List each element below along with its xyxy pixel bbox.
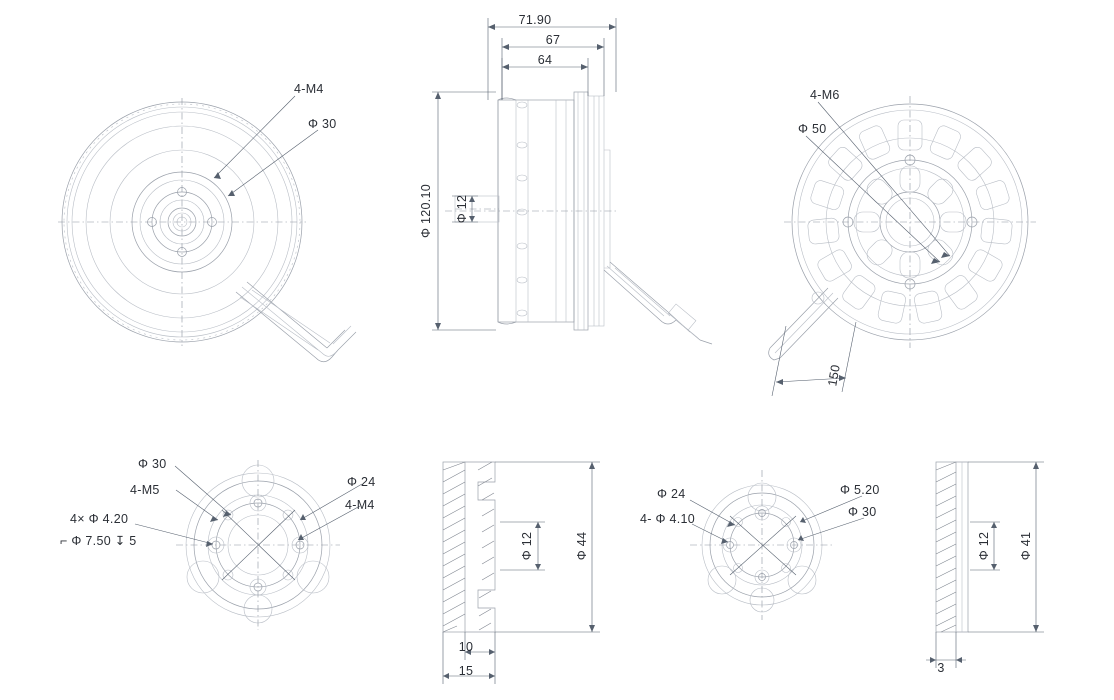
label-counterbore-plate1: ⌐ Φ 7.50 ↧ 5 (60, 534, 137, 548)
label-phi30-plate2: Φ 30 (848, 505, 877, 519)
label-thickness-15: 15 (458, 664, 474, 678)
label-outer-diameter: Φ 120.10 (419, 183, 433, 239)
label-holes-plate1: 4× Φ 4.20 (70, 512, 129, 526)
label-4-m4-front: 4-M4 (294, 82, 324, 96)
label-phi44-sec1: Φ 44 (575, 531, 589, 561)
label-4-m6-rear: 4-M6 (810, 88, 840, 102)
label-thickness-10: 10 (458, 640, 474, 654)
label-cable-length: 150 (825, 363, 843, 388)
label-phi24-plate1: Φ 24 (347, 475, 376, 489)
label-phi30-front: Φ 30 (308, 117, 337, 131)
label-phi12-sec1: Φ 12 (520, 531, 534, 561)
label-4-m4-plate1: 4-M4 (345, 498, 375, 512)
label-length-64: 64 (537, 53, 553, 67)
label-4-m5-plate1: 4-M5 (130, 483, 160, 497)
label-shaft-diameter: Φ 12 (455, 194, 469, 224)
label-phi30-plate1: Φ 30 (138, 457, 167, 471)
label-thickness-3: 3 (937, 661, 945, 675)
label-phi24-plate2: Φ 24 (657, 487, 686, 501)
label-phi41-sec2: Φ 41 (1019, 531, 1033, 561)
label-phi12-sec2: Φ 12 (977, 531, 991, 561)
label-phi50-rear: Φ 50 (798, 122, 827, 136)
label-length-67: 67 (545, 33, 561, 47)
label-holes-plate2: 4- Φ 4.10 (640, 512, 696, 526)
label-overall-length: 71.90 (518, 13, 552, 27)
label-phi520-plate2: Φ 5.20 (840, 483, 880, 497)
